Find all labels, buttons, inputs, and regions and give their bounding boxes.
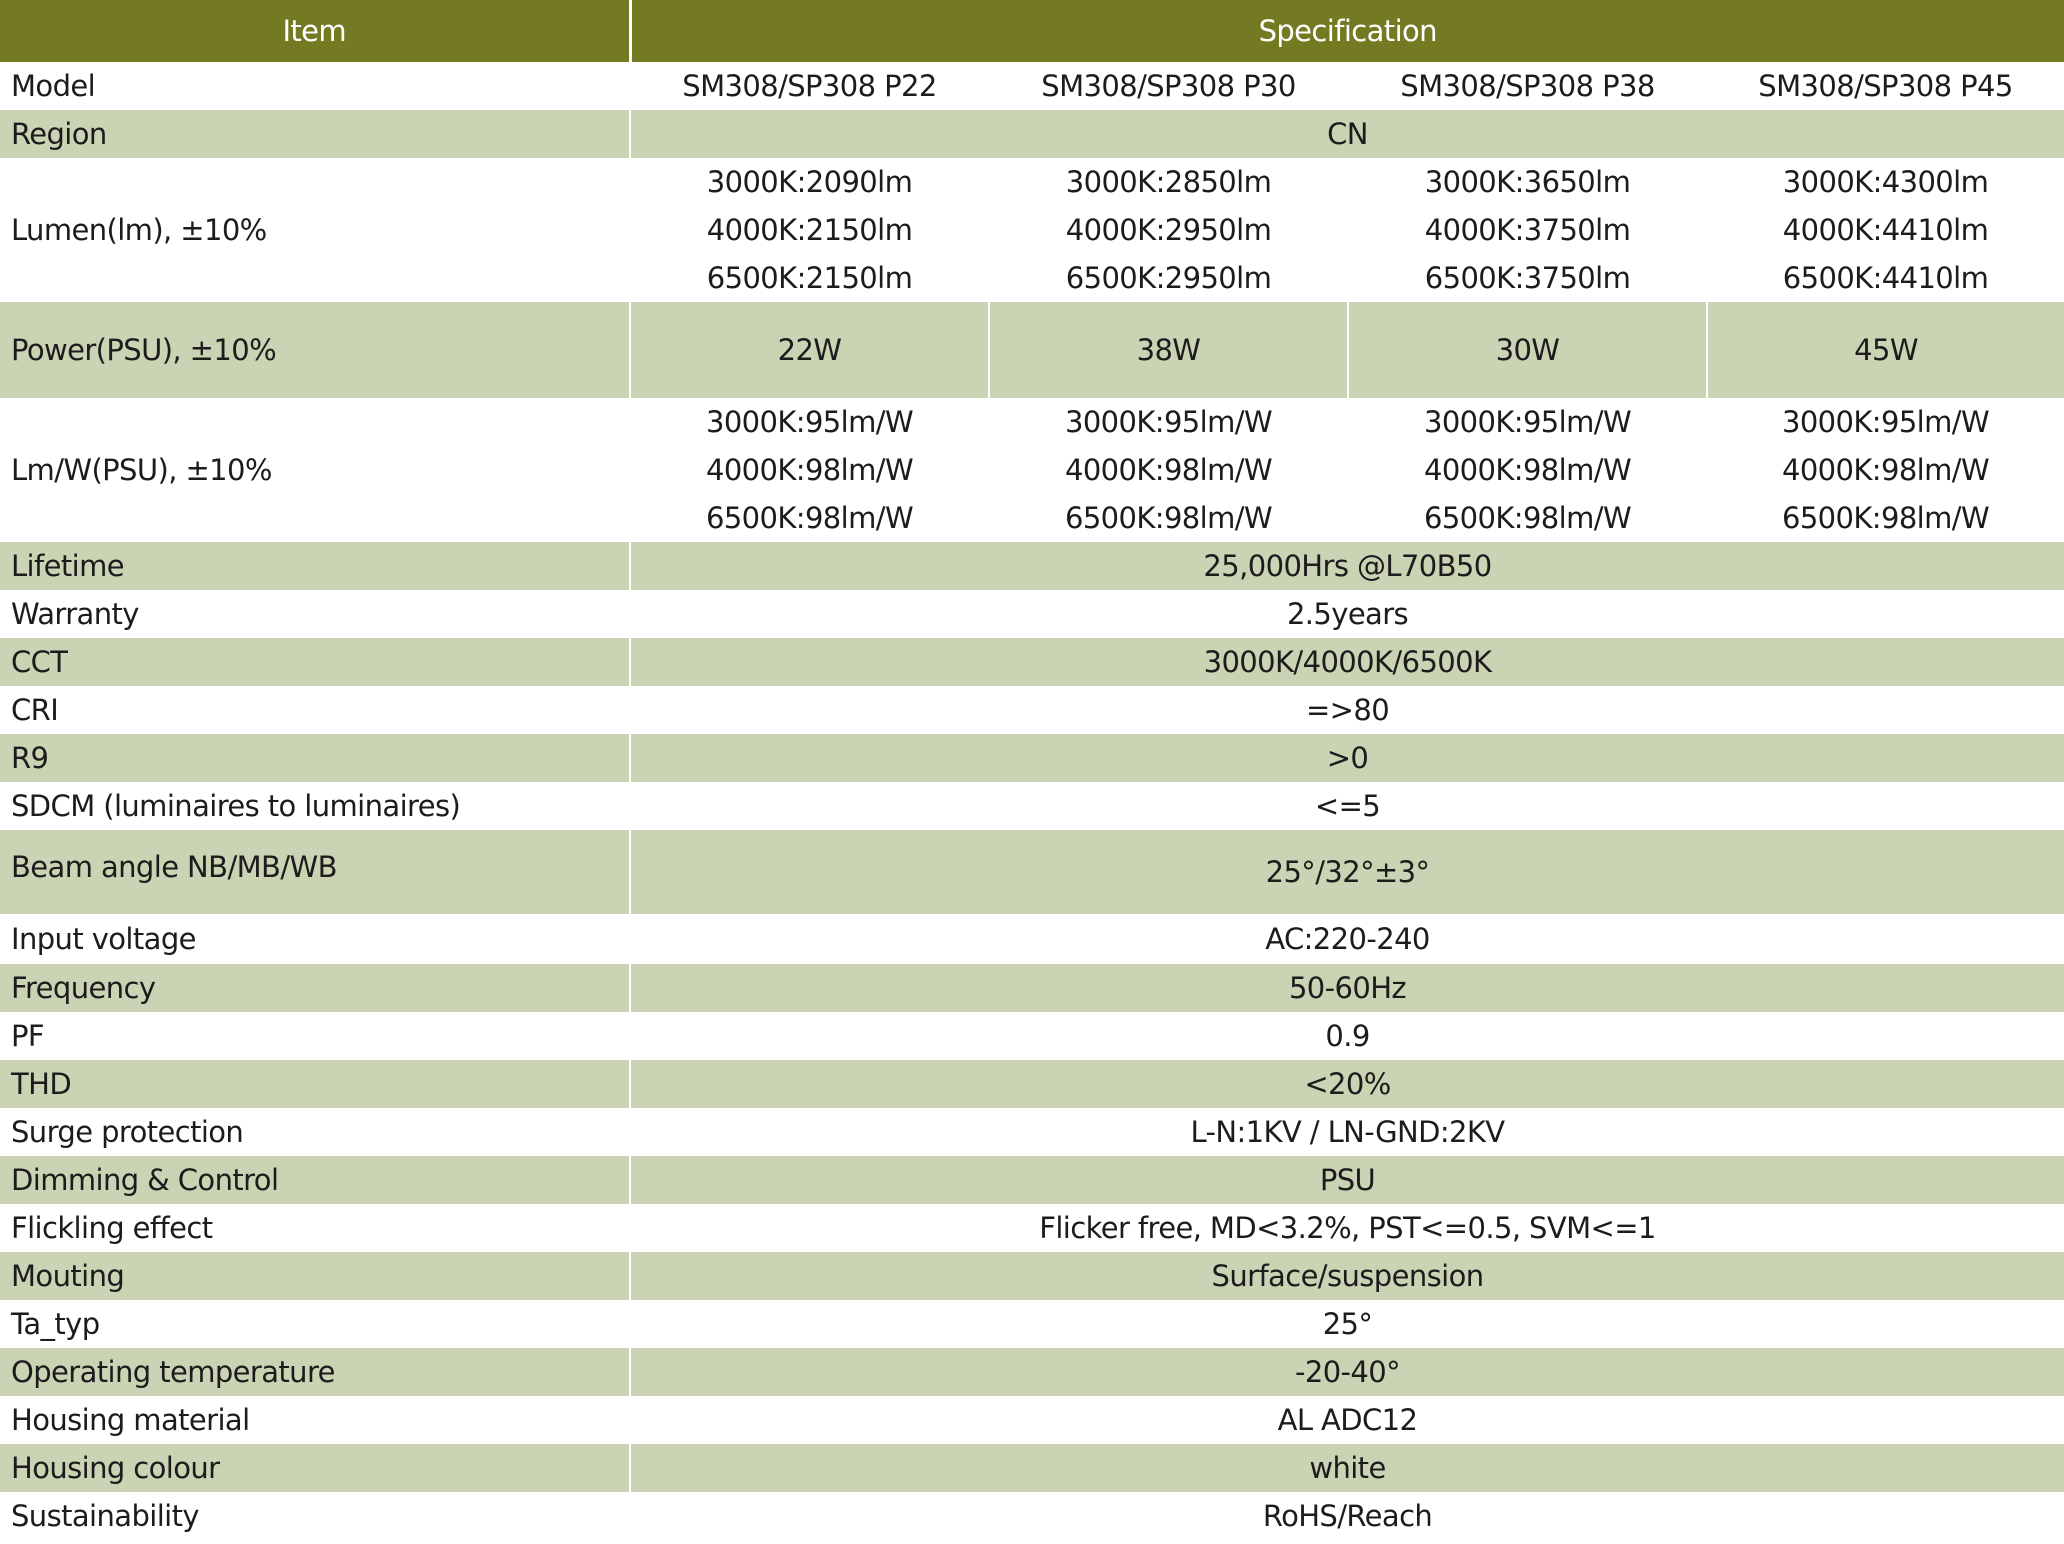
lumen-cell	[1707, 158, 2064, 302]
efficacy-value: 4000K:98lm/W	[1064, 453, 1273, 487]
row-value: 3000K/4000K/6500K	[630, 638, 2064, 686]
row-value: AL ADC12	[630, 1396, 2064, 1444]
lumen-cell	[1348, 158, 1707, 302]
efficacy-value: 6500K:98lm/W	[1781, 501, 1990, 535]
row-label: Beam angle NB/MB/WB	[0, 830, 630, 914]
table-row	[0, 1396, 2064, 1444]
table-row	[0, 782, 2064, 830]
lumen-value: 6500K:4410lm	[1782, 261, 1989, 295]
power-value: 38W	[989, 302, 1348, 398]
table-row	[0, 1012, 2064, 1060]
power-value: 30W	[1348, 302, 1707, 398]
row-value: 25°	[630, 1300, 2064, 1348]
row-label: Ta_typ	[0, 1300, 630, 1348]
table-row	[0, 1300, 2064, 1348]
table-row	[0, 110, 2064, 158]
row-label: R9	[0, 734, 630, 782]
lumen-value: 4000K:2950lm	[1065, 213, 1272, 247]
table-row	[0, 964, 2064, 1012]
row-label: PF	[0, 1012, 630, 1060]
row-value: CN	[630, 110, 2064, 158]
model-value: SM308/SP308 P30	[989, 62, 1348, 110]
row-label: THD	[0, 1060, 630, 1108]
table-row	[0, 62, 2064, 110]
row-value: white	[630, 1444, 2064, 1492]
header-specification: Specification	[630, 0, 2064, 62]
table-row	[0, 1204, 2064, 1252]
lumen-cell	[989, 158, 1348, 302]
lumen-value: 6500K:2950lm	[1065, 261, 1272, 295]
row-label: Model	[0, 62, 630, 110]
efficacy-value: 3000K:95lm/W	[1064, 405, 1273, 439]
lumen-value: 3000K:2090lm	[706, 165, 913, 199]
efficacy-value: 6500K:98lm/W	[1064, 501, 1273, 535]
lumen-value: 4000K:2150lm	[706, 213, 913, 247]
model-value: SM308/SP308 P22	[630, 62, 989, 110]
model-value: SM308/SP308 P38	[1348, 62, 1707, 110]
row-label: Lm/W(PSU), ±10%	[0, 398, 630, 542]
row-label: Mouting	[0, 1252, 630, 1300]
lumen-cell	[630, 158, 989, 302]
table-row	[0, 1348, 2064, 1396]
power-value: 22W	[630, 302, 989, 398]
row-label: Input voltage	[0, 914, 630, 964]
lumen-value: 6500K:3750lm	[1424, 261, 1631, 295]
row-label: Region	[0, 110, 630, 158]
row-label: Housing colour	[0, 1444, 630, 1492]
row-value: 50-60Hz	[630, 964, 2064, 1012]
row-value: RoHS/Reach	[630, 1492, 2064, 1540]
table-row	[0, 1492, 2064, 1540]
table-row	[0, 542, 2064, 590]
row-value: AC:220-240	[630, 914, 2064, 964]
row-label: Surge protection	[0, 1108, 630, 1156]
table-row	[0, 830, 2064, 914]
row-value: PSU	[630, 1156, 2064, 1204]
row-value: 25,000Hrs @L70B50	[630, 542, 2064, 590]
header-item: Item	[0, 0, 630, 62]
row-value: =>80	[630, 686, 2064, 734]
lumen-value: 4000K:3750lm	[1424, 213, 1631, 247]
row-label: CCT	[0, 638, 630, 686]
efficacy-value: 3000K:95lm/W	[705, 405, 914, 439]
efficacy-value: 4000K:98lm/W	[1423, 453, 1632, 487]
model-value: SM308/SP308 P45	[1707, 62, 2064, 110]
efficacy-cell	[1348, 398, 1707, 542]
table-row	[0, 1156, 2064, 1204]
efficacy-value: 3000K:95lm/W	[1781, 405, 1990, 439]
table-row	[0, 1252, 2064, 1300]
table-row	[0, 686, 2064, 734]
row-value: 0.9	[630, 1012, 2064, 1060]
header-row	[0, 0, 2064, 62]
row-label: Lumen(lm), ±10%	[0, 158, 630, 302]
lumen-value: 3000K:4300lm	[1782, 165, 1989, 199]
table-row	[0, 638, 2064, 686]
efficacy-value: 4000K:98lm/W	[705, 453, 914, 487]
table-row	[0, 1060, 2064, 1108]
table-row	[0, 914, 2064, 964]
row-label: Power(PSU), ±10%	[0, 302, 630, 398]
row-value: <=5	[630, 782, 2064, 830]
table-row	[0, 302, 2064, 398]
row-label: Flickling effect	[0, 1204, 630, 1252]
row-label: CRI	[0, 686, 630, 734]
row-value: Surface/suspension	[630, 1252, 2064, 1300]
row-label: Dimming & Control	[0, 1156, 630, 1204]
efficacy-value: 6500K:98lm/W	[1423, 501, 1632, 535]
row-label: Lifetime	[0, 542, 630, 590]
table-row	[0, 398, 2064, 542]
row-label: Warranty	[0, 590, 630, 638]
efficacy-cell	[1707, 398, 2064, 542]
row-value: 2.5years	[630, 590, 2064, 638]
row-label: Operating temperature	[0, 1348, 630, 1396]
row-value: <20%	[630, 1060, 2064, 1108]
row-label: SDCM (luminaires to luminaires)	[0, 782, 630, 830]
table-row	[0, 1108, 2064, 1156]
efficacy-value: 4000K:98lm/W	[1781, 453, 1990, 487]
row-value: L-N:1KV / LN-GND:2KV	[630, 1108, 2064, 1156]
row-label: Sustainability	[0, 1492, 630, 1540]
table-row	[0, 734, 2064, 782]
row-value: -20-40°	[630, 1348, 2064, 1396]
row-value: >0	[630, 734, 2064, 782]
table-row	[0, 1444, 2064, 1492]
table-row	[0, 590, 2064, 638]
lumen-value: 6500K:2150lm	[706, 261, 913, 295]
row-label: Frequency	[0, 964, 630, 1012]
efficacy-cell	[989, 398, 1348, 542]
efficacy-value: 6500K:98lm/W	[705, 501, 914, 535]
efficacy-value: 3000K:95lm/W	[1423, 405, 1632, 439]
lumen-value: 3000K:3650lm	[1424, 165, 1631, 199]
row-value: Flicker free, MD<3.2%, PST<=0.5, SVM<=1	[630, 1204, 2064, 1252]
row-label: Housing material	[0, 1396, 630, 1444]
lumen-value: 4000K:4410lm	[1782, 213, 1989, 247]
lumen-value: 3000K:2850lm	[1065, 165, 1272, 199]
efficacy-cell	[630, 398, 989, 542]
power-value: 45W	[1707, 302, 2064, 398]
table-row	[0, 158, 2064, 302]
row-value: 25°/32°±3°	[630, 830, 2064, 914]
